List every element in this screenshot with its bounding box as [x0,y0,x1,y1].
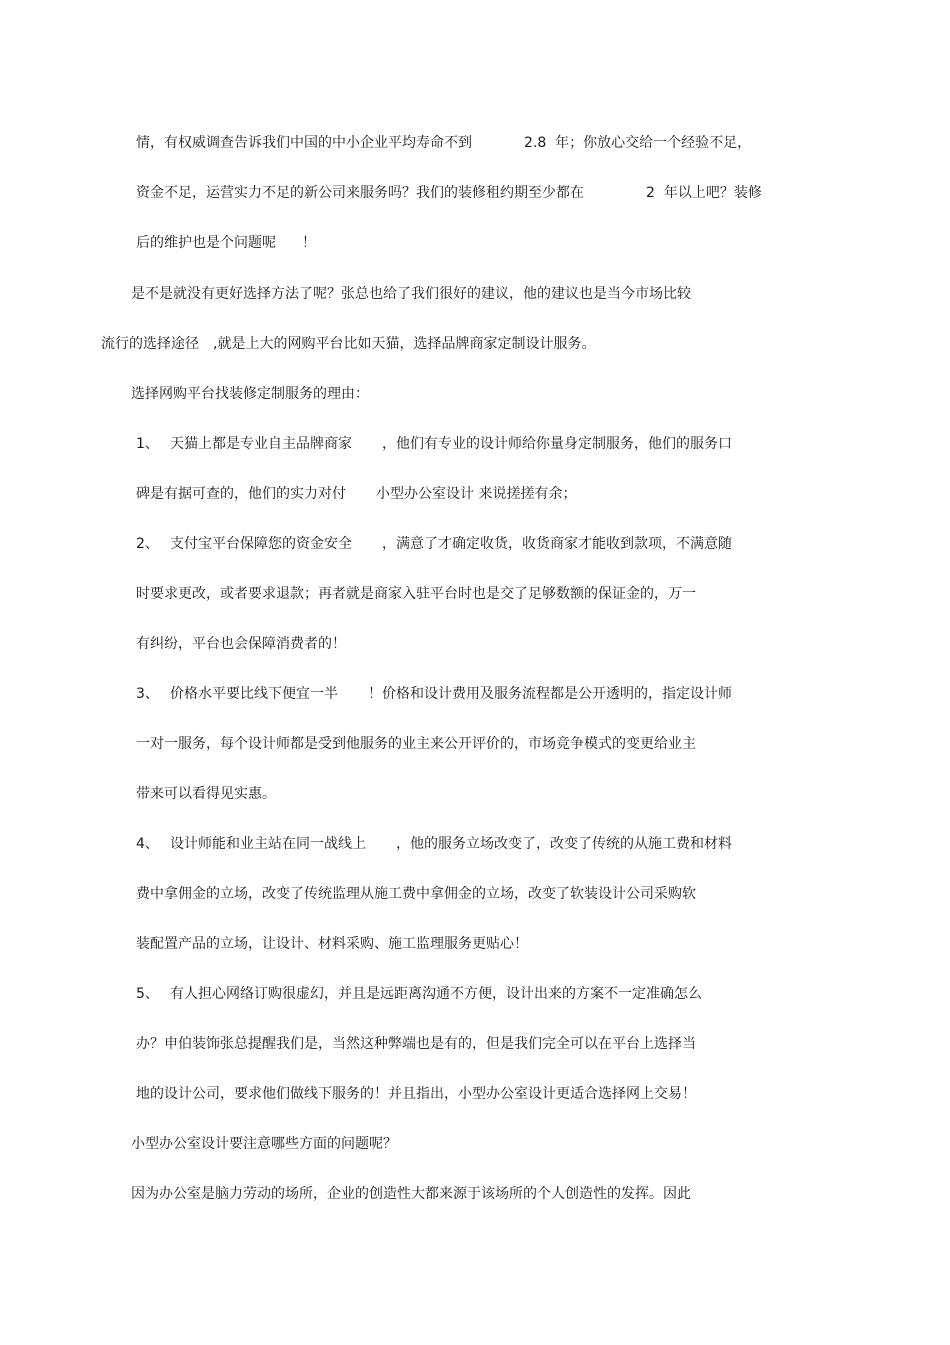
section-heading [131,1135,397,1153]
text-line [131,385,369,403]
text-segment: 碑是有据可查的，他们的实力对付 [136,486,346,502]
list-item-line [136,735,696,753]
text-segment: 天猫上都是专业自主品牌商家 [170,436,352,452]
text-segment: 小型办公室设计 [376,486,474,502]
text-segment: 时要求更改，或者要求退款；再者就是商家入驻平台时也是交了足够数额的保证金的，万一 [136,586,696,602]
list-item-line [136,435,732,453]
text-segment: 一对一服务，每个设计师都是受到他服务的业主来公开评价的，市场竞争模式的变更给业主 [136,736,696,752]
text-segment: 有纠纷，平台也会保障消费者的！ [136,636,346,652]
text-segment: 2.8 [524,135,547,151]
text-segment: 办？申伯装饰张总提醒我们是，当然这种弊端也是有的，但是我们完全可以在平台上选择当 [136,1036,696,1052]
text-segment: 有人担心网络订购很虚幻，并且是远距离沟通不方便，设计出来的方案不一定准确怎么 [170,986,702,1002]
list-item-line [136,685,732,703]
text-line [101,335,595,353]
text-segment: ，满意了才确定收货，收货商家才能收到款项，不满意随 [382,536,732,552]
list-item-line [136,785,276,803]
text-segment: 选择网购平台找装修定制服务的理由： [131,386,369,402]
list-item-line [136,1085,696,1103]
text-segment: 情，有权威调查告诉我们中国的中小企业平均寿命不到 [136,135,472,151]
list-item-line [136,885,696,903]
list-item-line [136,585,696,603]
list-item-line [136,635,346,653]
text-segment: 来说搓搓有余； [478,486,577,502]
text-segment: ，他们有专业的设计师给你量身定制服务，他们的服务口 [382,436,732,452]
list-item-line [136,535,732,553]
list-item-line [136,835,732,853]
text-segment: 年；你放心交给一个经验不足， [555,135,752,151]
text-segment: 流行的选择途径 [101,336,199,352]
text-segment: 带来可以看得见实惠。 [136,786,276,802]
text-line [136,134,751,152]
text-segment: 装配置产品的立场，让设计、材料采购、施工监理服务更贴心！ [136,936,528,952]
text-segment: 因为办公室是脑力劳动的场所，企业的创造性大都来源于该场所的个人创造性的发挥。因此 [131,1186,691,1202]
text-segment: ！价格和设计费用及服务流程都是公开透明的，指定设计师 [368,686,732,702]
text-segment: ，他的服务立场改变了，改变了传统的从施工费和材料 [396,836,732,852]
text-segment: 支付宝平台保障您的资金安全 [170,536,352,552]
list-number: 1、 [136,436,159,452]
text-segment: 地的设计公司，要求他们做线下服务的！并且指出，小型办公室设计更适合选择网上交易！ [136,1086,696,1102]
text-segment: 费中拿佣金的立场，改变了传统监理从施工费中拿佣金的立场，改变了软装设计公司采购软 [136,886,696,902]
list-item-line [136,985,702,1003]
list-item-line [136,1035,696,1053]
list-number: 3、 [136,686,159,702]
text-segment: 后的维护也是个问题呢 [136,235,276,251]
text-line [136,184,762,202]
text-segment: 小型办公室设计要注意哪些方面的问题呢？ [131,1136,397,1152]
text-segment: ！ [302,235,316,251]
text-segment: 2 [646,185,655,201]
text-line [131,1185,691,1203]
text-segment: ,就是上大的网购平台比如天猫，选择品牌商家定制设计服务。 [213,336,596,352]
text-line [136,234,316,252]
text-segment: 资金不足，运营实力不足的新公司来服务吗？我们的装修租约期至少都在 [136,185,584,201]
list-number: 2、 [136,536,159,552]
list-number: 4、 [136,836,159,852]
list-number: 5、 [136,986,159,1002]
list-item-line [136,485,576,503]
list-item-line [136,935,528,953]
text-segment: 设计师能和业主站在同一战线上 [170,836,366,852]
text-segment: 年以上吧？装修 [663,185,762,201]
text-segment: 价格水平要比线下便宜一半 [170,686,338,702]
text-line [131,285,691,303]
text-segment: 是不是就没有更好选择方法了呢？张总也给了我们很好的建议，他的建议也是当今市场比较 [131,286,691,302]
